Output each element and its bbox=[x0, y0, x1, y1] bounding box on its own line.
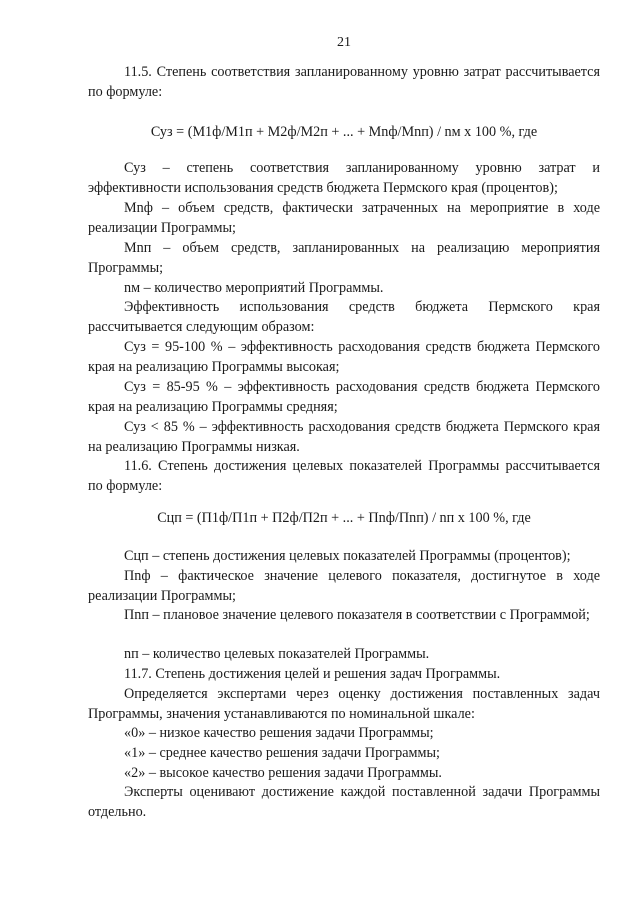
scale-item-2: «2» – высокое качество решения задачи Программы. bbox=[124, 765, 442, 781]
paragraph-efficiency-high: Суз = 95-100 % – эффективность расходования средств бюджета Пермского края на реализацию Программы высокая; bbox=[88, 339, 600, 376]
scale-item-0: «0» – низкое качество решения задачи Программы; bbox=[124, 725, 434, 741]
scale-item-1: «1» – среднее качество решения задачи Программы; bbox=[124, 745, 440, 761]
paragraph-scp-definition: Сцп – степень достижения целевых показателей Программы (процентов); bbox=[124, 548, 571, 564]
paragraph-experts-intro: Определяется экспертами через оценку достижения поставленных задач Программы, значения устанавливаются по номинальной шкале: bbox=[88, 686, 600, 723]
formula-target-indicators: Сцп = (П1ф/П1п + П2ф/П2п + ... + Пnф/Пnп) / nп x 100 %, где bbox=[157, 510, 531, 526]
paragraph-experts-evaluate: Эксперты оценивают достижение каждой поставленной задачи Программы отдельно. bbox=[88, 784, 600, 821]
document-page bbox=[88, 0, 600, 905]
paragraph-11-5: 11.5. Степень соответствия запланированному уровню затрат рассчитывается по формуле: bbox=[88, 64, 600, 101]
paragraph-mnp-definition: Мnп – объем средств, запланированных на реализацию мероприятия Программы; bbox=[88, 240, 600, 277]
page-number: 21 bbox=[337, 35, 351, 50]
paragraph-suz-definition: Суз – степень соответствия запланированному уровню затрат и эффективности использования средств бюджета Пермского края (процентов); bbox=[88, 160, 600, 197]
paragraph-np-definition: nп – количество целевых показателей Программы. bbox=[124, 646, 430, 662]
formula-cost-compliance: Суз = (М1ф/М1п + М2ф/М2п + ... + Мnф/Мnп) / nм x 100 %, где bbox=[150, 124, 538, 140]
paragraph-nm-definition: nм – количество мероприятий Программы. bbox=[124, 280, 384, 296]
paragraph-11-7: 11.7. Степень достижения целей и решения задач Программы. bbox=[124, 666, 501, 682]
paragraph-pnf-definition: Пnф – фактическое значение целевого показателя, достигнутое в ходе реализации Программы; bbox=[88, 568, 600, 605]
paragraph-mnf-definition: Мnф – объем средств, фактически затраченных на мероприятие в ходе реализации Программы; bbox=[88, 200, 600, 237]
paragraph-11-6: 11.6. Степень достижения целевых показателей Программы рассчитывается по формуле: bbox=[88, 458, 600, 495]
paragraph-efficiency-medium: Суз = 85-95 % – эффективность расходования средств бюджета Пермского края на реализацию Программы средняя; bbox=[88, 379, 600, 416]
paragraph-efficiency-intro: Эффективность использования средств бюджета Пермского края рассчитывается следующим образом: bbox=[88, 299, 600, 336]
paragraph-efficiency-low: Суз < 85 % – эффективность расходования средств бюджета Пермского края на реализацию Программы низкая. bbox=[88, 419, 600, 456]
paragraph-pnp-definition: Пnп – плановое значение целевого показателя в соответствии с Программой; bbox=[124, 607, 590, 623]
